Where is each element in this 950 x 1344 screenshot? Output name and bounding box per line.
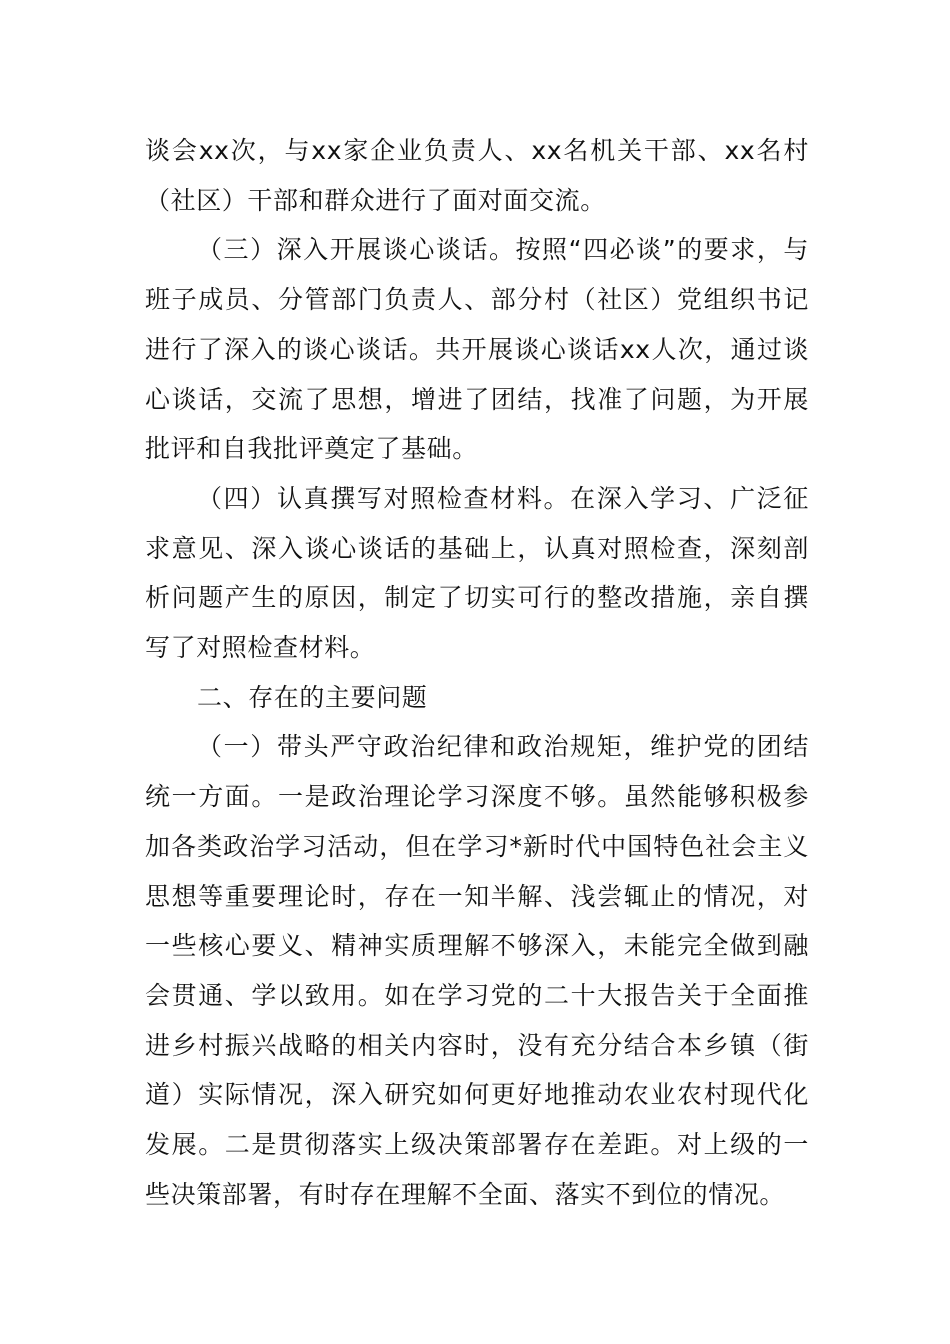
document-page [145,126,809,1219]
paragraph-problems: （一）带头严守政治纪律和政治规矩，维护党的团结统一方面。一是政治理论学习深度不够。虽然能够积极参加各类政治学习活动，但在学习*新时代中国特色社会主义思想等重要理论时，存在一知半解、浅尝辄止的情况，对一些核心要义、精神实质理解不够深入，未能完全做到融会贯通、学以致用。如在学习党的二十大报告关于全面推进乡村振兴战略的相关内容时，没有充分结合本乡镇（街道）实际情况，深入研究如何更好地推动农业农村现代化发展。二是贯彻落实上级决策部署存在差距。对上级的一些决策部署，有时存在理解不全面、落实不到位的情况。 [145,732,809,1209]
continuation-paragraph: 谈会xx次，与xx家企业负责人、xx名机关干部、xx名村（社区）干部和群众进行了面对面交流。 [145,136,809,215]
paragraph-materials: （四）认真撰写对照检查材料。在深入学习、广泛征求意见、深入谈心谈话的基础上，认真对照检查，深刻剖析问题产生的原因，制定了切实可行的整改措施，亲自撰写了对照检查材料。 [145,483,809,663]
paragraph-talks: （三）深入开展谈心谈话。按照“四必谈”的要求，与班子成员、分管部门负责人、部分村（社区）党组织书记进行了深入的谈心谈话。共开展谈心谈话xx人次，通过谈心谈话，交流了思想，增进了团结，找准了问题，为开展批评和自我批评奠定了基础。 [145,235,809,464]
section-heading: 二、存在的主要问题 [197,682,428,712]
